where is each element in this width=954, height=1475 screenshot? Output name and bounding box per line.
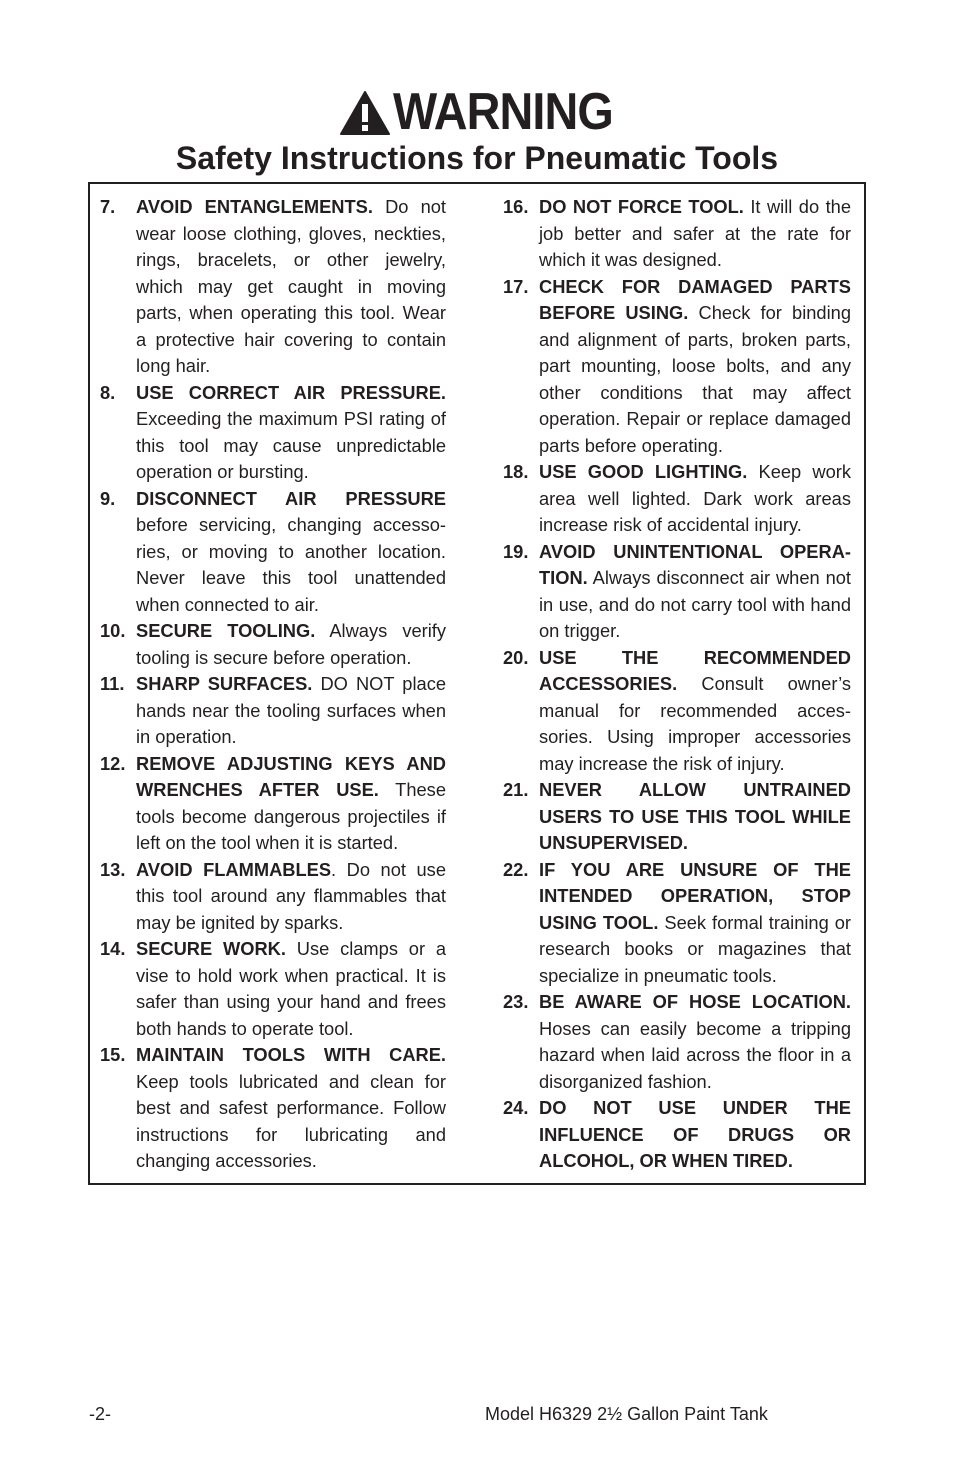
item-text — [539, 459, 851, 539]
list-item — [503, 459, 851, 539]
item-text — [539, 274, 851, 460]
item-body: Always disconnect air when not in use, and do not carry tool with hand on trigger. — [539, 567, 851, 641]
list-item — [100, 857, 446, 937]
item-number: 16. — [503, 196, 529, 217]
list-item — [503, 645, 851, 778]
item-text — [136, 380, 446, 486]
item-body: before servicing, changing accessories, or moving to another location. Never leave this tool unattended when connected to air. — [136, 514, 446, 615]
item-title: USE THE RECOMMENDED ACCESSORIES. — [539, 646, 851, 694]
warning-title: WARNING — [392, 83, 613, 141]
item-text — [539, 539, 851, 645]
item-body: Do not wear loose clothing, gloves, neckties, rings, bracelets, or other jewelry, which may get caught in moving parts, when operating this tool. Wear a protective hair covering to contain long hair. — [136, 196, 446, 376]
item-body: Keep work area well lighted. Dark work areas increase risk of accidental injury. — [539, 461, 852, 535]
item-number: 22. — [503, 858, 529, 880]
list-item — [503, 989, 851, 1095]
item-number: 20. — [503, 646, 529, 668]
item-number: 8. — [100, 381, 116, 403]
item-body: These tools become dangerous projectiles if left on the tool when it is started. — [136, 779, 446, 853]
list-item — [503, 777, 851, 857]
item-body: . Do not use this tool around any flammables that may be ignited by sparks. — [136, 858, 446, 933]
item-number: 17. — [503, 275, 529, 297]
warning-heading — [0, 82, 954, 140]
item-number: 9. — [100, 487, 116, 509]
item-text — [136, 671, 446, 751]
item-title: DISCONNECT AIR PRESSURE — [136, 487, 446, 509]
item-number: 10. — [100, 620, 126, 641]
item-title: NEVER ALLOW UNTRAINED USERS TO USE THIS TOOL WHILE UNSUPERVISED. — [539, 779, 851, 853]
item-number: 18. — [503, 461, 529, 482]
item-title: AVOID ENTANGLEMENTS. — [136, 196, 373, 217]
list-item — [100, 194, 446, 380]
item-title: MAINTAIN TOOLS WITH CARE. — [136, 1044, 446, 1065]
item-text — [136, 857, 446, 937]
item-text — [539, 777, 851, 857]
item-body: Check for binding and alignment of parts, broken parts, part mounting, loose bolts, and any other conditions that may affect operation. Repair or replace damaged parts before operating. — [539, 302, 851, 456]
item-number: 12. — [100, 752, 126, 774]
item-body: It will do the job better and safer at the rate for which it was designed. — [539, 196, 851, 270]
item-body: Consult owner’s manual for recommended accessories. Using improper accessories may increase the risk of injury. — [539, 673, 851, 774]
item-title: DO NOT USE UNDER THE INFLUENCE OF DRUGS OR ALCOHOL, OR WHEN TIRED. — [539, 1097, 851, 1171]
item-number: 23. — [503, 991, 529, 1012]
item-title: SECURE TOOLING. — [136, 620, 316, 641]
item-text — [136, 486, 446, 619]
item-body: Use clamps or a vise to hold work when practical. It is safer than using your hand and frees both hands to operate tool. — [136, 938, 446, 1039]
left-column — [100, 194, 446, 1175]
item-number: 15. — [100, 1044, 126, 1065]
item-body: Exceeding the maximum PSI rating of this tool may cause unpredictable operation or bursting. — [136, 408, 446, 482]
item-text — [136, 194, 446, 380]
list-item — [100, 618, 446, 671]
list-item — [100, 1042, 446, 1175]
item-body: Seek formal training or research books or magazines that specialize in pneumatic tools. — [539, 911, 851, 986]
item-title: SHARP SURFACES. — [136, 673, 313, 694]
list-item — [100, 671, 446, 751]
item-title: AVOID FLAMMABLES — [136, 858, 332, 880]
item-text — [136, 936, 446, 1042]
item-text — [539, 194, 851, 274]
item-number: 14. — [100, 938, 126, 959]
item-text — [539, 989, 851, 1095]
item-body: Hoses can easily become a tripping hazard when laid across the floor in a disorganized fashion. — [539, 1017, 851, 1092]
item-number: 11. — [100, 673, 125, 694]
item-title: SECURE WORK. — [136, 938, 286, 959]
instructions-box — [88, 182, 866, 1185]
list-item — [100, 380, 446, 486]
list-item — [503, 1095, 851, 1175]
item-number: 13. — [100, 858, 126, 880]
item-text — [539, 857, 851, 990]
item-body: Keep tools lubricated and clean for best and safest performance. Follow instructions for lubricating and changing accessories. — [136, 1070, 446, 1171]
list-item — [100, 751, 446, 857]
page-number: -2- — [89, 1404, 111, 1424]
list-item — [503, 274, 851, 460]
model-label: Model H6329 2½ Gallon Paint Tank — [485, 1404, 768, 1424]
item-title: CHECK FOR DAMAGED PARTS BEFORE USING. — [539, 275, 851, 323]
item-text — [136, 618, 446, 671]
item-title: AVOID UNINTENTIONAL OPERATION. — [539, 540, 851, 588]
list-item — [100, 486, 446, 619]
item-number: 19. — [503, 540, 529, 562]
list-item — [503, 857, 851, 990]
list-item — [100, 936, 446, 1042]
list-item — [503, 539, 851, 645]
warning-triangle-icon — [339, 90, 391, 136]
item-text — [539, 1095, 851, 1175]
list-item — [503, 194, 851, 274]
item-title: USE CORRECT AIR PRESSURE. — [136, 381, 446, 403]
item-number: 21. — [503, 779, 529, 800]
item-title: IF YOU ARE UNSURE OF THE INTENDED OPERATION, STOP USING TOOL. — [539, 858, 851, 933]
item-number: 7. — [100, 196, 116, 217]
item-body: Always verify tooling is secure before operation. — [136, 620, 446, 668]
right-column — [503, 194, 851, 1175]
item-title: REMOVE ADJUSTING KEYS AND WRENCHES AFTER USE. — [136, 752, 446, 800]
item-body: DO NOT place hands near the tooling surfaces when in operation. — [136, 673, 446, 747]
item-text — [136, 751, 446, 857]
item-title: BE AWARE OF HOSE LOCATION. — [539, 991, 851, 1012]
item-text — [539, 645, 851, 778]
item-number: 24. — [503, 1097, 529, 1118]
item-title: DO NOT FORCE TOOL. — [539, 196, 744, 217]
page-header — [0, 82, 954, 176]
page-subtitle: Safety Instructions for Pneumatic Tools — [175, 140, 779, 176]
item-text — [136, 1042, 446, 1175]
item-title: USE GOOD LIGHTING. — [539, 461, 748, 482]
